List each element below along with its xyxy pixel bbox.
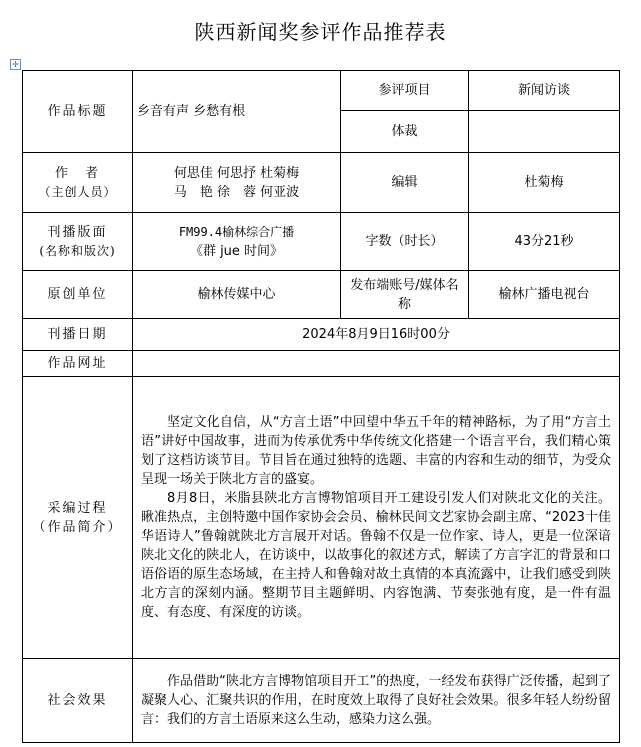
publisher-value[interactable]: 榆林广播电视台 — [469, 271, 620, 319]
broadcast-label-sub: (名称和版次) — [39, 243, 116, 258]
recommendation-form-table — [22, 70, 620, 743]
entry-item-label: 参评项目 — [341, 71, 469, 111]
url-label: 作品网址 — [23, 351, 133, 377]
length-label: 字数（时长） — [341, 213, 469, 271]
origin-unit-value[interactable]: 榆林传媒中心 — [133, 271, 341, 319]
editor-label: 编辑 — [341, 153, 469, 213]
process-paragraph-1: 坚定文化自信，从“方言土语”中回望中华五千年的精神路标，为了用“方言土语”讲好中国故事，进而为传承优秀中华传统文化搭建一个语言平台，我们精心策划了这档访谈节目。节目旨在通过独特的选题、丰富的内容和生动的细节，为受众呈现一场关于陕北方言的盛宴。 — [141, 415, 611, 487]
length-value[interactable]: 43分21秒 — [469, 213, 620, 271]
process-text[interactable] — [133, 377, 620, 659]
page-title: 陕西新闻奖参评作品推荐表 — [194, 20, 447, 44]
authors-line-1: 何思佳 何思抒 杜菊梅 — [173, 165, 300, 181]
authors-label — [23, 153, 133, 213]
authors-label-sub: （主创人员） — [38, 184, 117, 199]
process-label-main: 采编过程 — [47, 500, 108, 516]
authors-value[interactable] — [133, 153, 341, 213]
date-value[interactable]: 2024年8月9日16时00分 — [133, 319, 620, 351]
broadcast-value[interactable] — [133, 213, 341, 271]
work-title-label: 作品标题 — [23, 71, 133, 153]
process-paragraph-2: 8月8日，米脂县陕北方言博物馆项目开工建设引发人们对陕北文化的关注。瞅准热点，主创特邀中国作家协会会员、榆林民间文艺家协会副主席、“2023十佳华语诗人”鲁翰就陕北方言展开对话。鲁翰不仅是一位作家、诗人，更是一位深谙陕北文化的陕北人，在访谈中，以故事化的叙述方式，解读了方言字汇的背景和口语俗语的原生态场域，在主持人和鲁翰对故土真情的本真流露中，让我们感受到陕北方言的深刻内涵。整期节目主题鲜明、内容饱满、节奏张弛有度，是一件有温度、有态度、有深度的访谈。 — [141, 491, 611, 620]
broadcast-label — [23, 213, 133, 271]
publisher-label: 发布端账号/媒体名称 — [341, 271, 469, 319]
effect-text[interactable] — [133, 659, 620, 743]
broadcast-label-main: 刊播版面 — [47, 224, 108, 240]
url-value[interactable] — [133, 351, 620, 377]
authors-label-main: 作 者 — [54, 165, 100, 181]
process-label-sub: （作品简介） — [32, 519, 123, 535]
effect-label: 社会效果 — [23, 659, 133, 743]
date-label: 刊播日期 — [23, 319, 133, 351]
authors-line-2: 马 艳 徐 蓉 何亚波 — [173, 184, 300, 200]
broadcast-line-1: FM99.4榆林综合广播 — [178, 224, 295, 239]
editor-value[interactable]: 杜菊梅 — [469, 153, 620, 213]
genre-value[interactable] — [469, 111, 620, 153]
table-move-handle-icon[interactable]: ✛ — [10, 59, 21, 70]
origin-unit-label: 原创单位 — [23, 271, 133, 319]
work-title-value[interactable]: 乡音有声 乡愁有根 — [133, 71, 341, 153]
genre-label: 体裁 — [341, 111, 469, 153]
entry-item-value[interactable]: 新闻访谈 — [469, 71, 620, 111]
broadcast-line-2: 《群 jue 时间》 — [189, 243, 284, 259]
process-label — [23, 377, 133, 659]
effect-paragraph: 作品借助“陕北方言博物馆项目开工”的热度，一经发布获得广泛传播，起到了凝聚人心、汇聚共识的作用，在时度效上取得了良好社会效果。很多年轻人纷纷留言：我们的方言土语原来这么生动，感染力这么强。 — [141, 674, 611, 727]
